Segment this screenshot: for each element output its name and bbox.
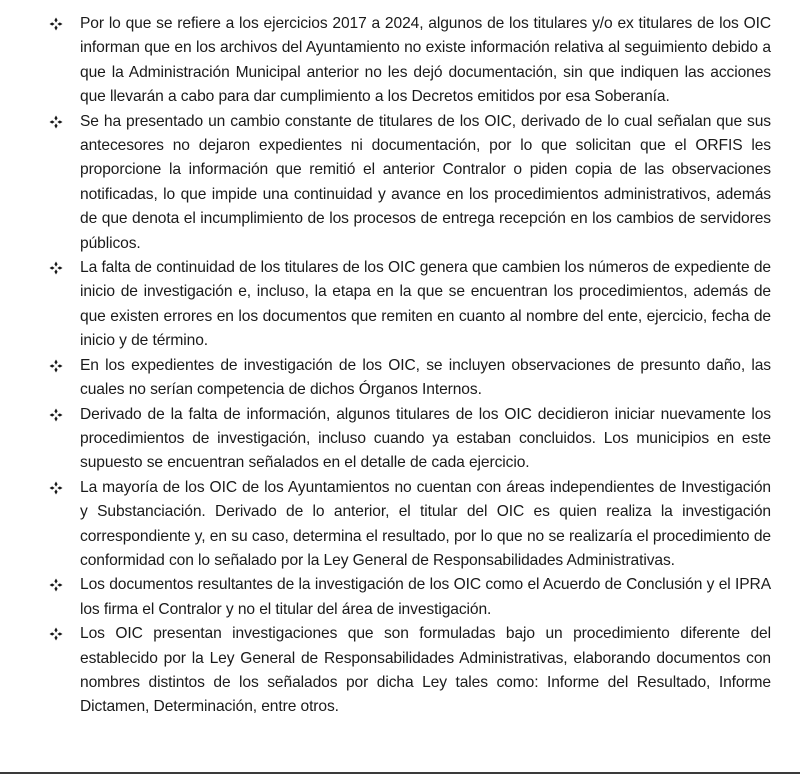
diamond-bullet-icon xyxy=(47,403,65,427)
bullet-text: Los OIC presentan investigaciones que son formuladas bajo un procedimiento diferente del establecido por la Ley General de Responsabilidades Administrativas, elaborando documentos con nombres distintos de los señalados por dicha Ley tales como: Informe del Resultado, Informe Dictamen, Determinación, entre otros. xyxy=(80,625,771,716)
diamond-bullet-icon xyxy=(47,354,65,378)
diamond-bullet-icon xyxy=(47,622,65,646)
diamond-bullet-icon xyxy=(47,110,65,134)
bullet-item xyxy=(0,622,800,720)
diamond-bullet-icon xyxy=(47,256,65,280)
diamond-bullet-icon xyxy=(47,573,65,597)
bullet-text: La mayoría de los OIC de los Ayuntamientos no cuentan con áreas independientes de Investigación y Substanciación. Derivado de lo anterior, el titular del OIC es quien realiza la investigación correspondiente y, en su caso, determina el resultado, por lo que no se realizaría el procedimiento de conformidad con lo señalado por la Ley General de Responsabilidades Administrativas. xyxy=(80,478,771,569)
bullet-text: Por lo que se refiere a los ejercicios 2017 a 2024, algunos de los titulares y/o ex titulares de los OIC informan que en los archivos del Ayuntamiento no existe información relativa al seguimiento debido a que la Administración Municipal anterior no les dejó documentación, sin que indiquen las acciones que llevarán a cabo para dar cumplimiento a los Decretos emitidos por esa Soberanía. xyxy=(80,15,771,106)
bullet-text: Se ha presentado un cambio constante de titulares de los OIC, derivado de lo cual señalan que sus antecesores no dejaron expedientes ni documentación, por lo que solicitan que el ORFIS les proporcione la información que remitió el anterior Contralor o piden copia de las observaciones notificadas, lo que impide una continuidad y avance en los procedimientos administrativos, además de que denota el incumplimiento de los procesos de entrega recepción en los cambios de servidores públicos. xyxy=(80,112,771,252)
bullet-item xyxy=(0,110,800,256)
bullet-item xyxy=(0,403,800,476)
bullet-item xyxy=(0,354,800,403)
bottom-divider xyxy=(0,772,800,774)
bullet-item xyxy=(0,573,800,622)
bullet-text: Derivado de la falta de información, algunos titulares de los OIC decidieron iniciar nuevamente los procedimientos de investigación, incluso cuando ya estaban concluidos. Los municipios en este supuesto se encuentran señalados en el detalle de cada ejercicio. xyxy=(80,405,771,472)
bullet-item xyxy=(0,256,800,354)
findings-bullet-list xyxy=(0,12,800,720)
diamond-bullet-icon xyxy=(47,12,65,36)
bullet-text: La falta de continuidad de los titulares de los OIC genera que cambien los números de expediente de inicio de investigación e, incluso, la etapa en la que se encuentran los procedimientos, además de que existen errores en los documentos que remiten en cuanto al nombre del ente, ejercicio, fecha de inicio y de término. xyxy=(80,259,771,350)
bullet-text: En los expedientes de investigación de los OIC, se incluyen observaciones de presunto daño, las cuales no serían competencia de dichos Órganos Internos. xyxy=(80,356,771,399)
bullet-item xyxy=(0,12,800,110)
diamond-bullet-icon xyxy=(47,476,65,500)
bullet-item xyxy=(0,476,800,574)
bullet-text: Los documentos resultantes de la investigación de los OIC como el Acuerdo de Conclusión y el IPRA los firma el Contralor y no el titular del área de investigación. xyxy=(80,576,771,618)
